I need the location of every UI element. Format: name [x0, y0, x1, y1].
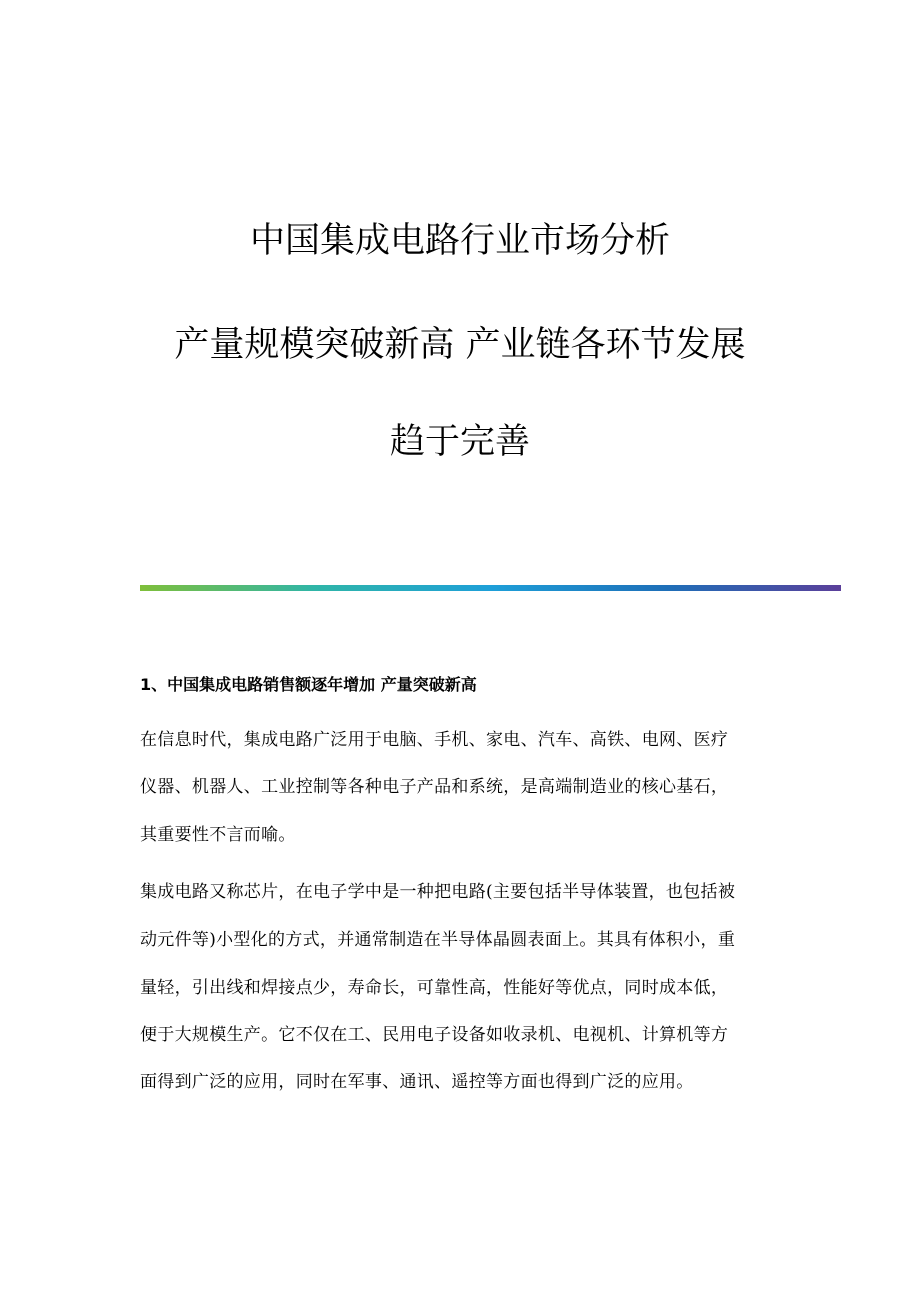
gradient-divider [140, 585, 841, 591]
paragraph-line: 集成电路又称芯片，在电子学中是一种把电路(主要包括半导体装置，也包括被 [140, 882, 736, 902]
paragraph-line: 其重要性不言而喻。 [140, 825, 296, 845]
document-title-line-1: 中国集成电路行业市场分析 [249, 221, 670, 261]
document-title-line-2: 产量规模突破新高 产业链各环节发展 [174, 325, 746, 365]
paragraph-line: 面得到广泛的应用，同时在军事、通讯、遥控等方面也得到广泛的应用。 [140, 1072, 694, 1092]
paragraph-line: 在信息时代，集成电路广泛用于电脑、手机、家电、汽车、高铁、电网、医疗 [140, 730, 729, 750]
paragraph-line: 仪器、机器人、工业控制等各种电子产品和系统，是高端制造业的核心基石， [140, 777, 729, 797]
section-heading: 1、中国集成电路销售额逐年增加 产量突破新高 [140, 675, 477, 694]
document-title-line-3: 趋于完善 [389, 422, 530, 462]
paragraph-line: 量轻，引出线和焊接点少，寿命长，可靠性高，性能好等优点，同时成本低， [140, 978, 729, 998]
paragraph-line: 便于大规模生产。它不仅在工、民用电子设备如收录机、电视机、计算机等方 [140, 1025, 729, 1045]
paragraph-line: 动元件等)小型化的方式，并通常制造在半导体晶圆表面上。其具有体积小，重 [140, 930, 736, 950]
